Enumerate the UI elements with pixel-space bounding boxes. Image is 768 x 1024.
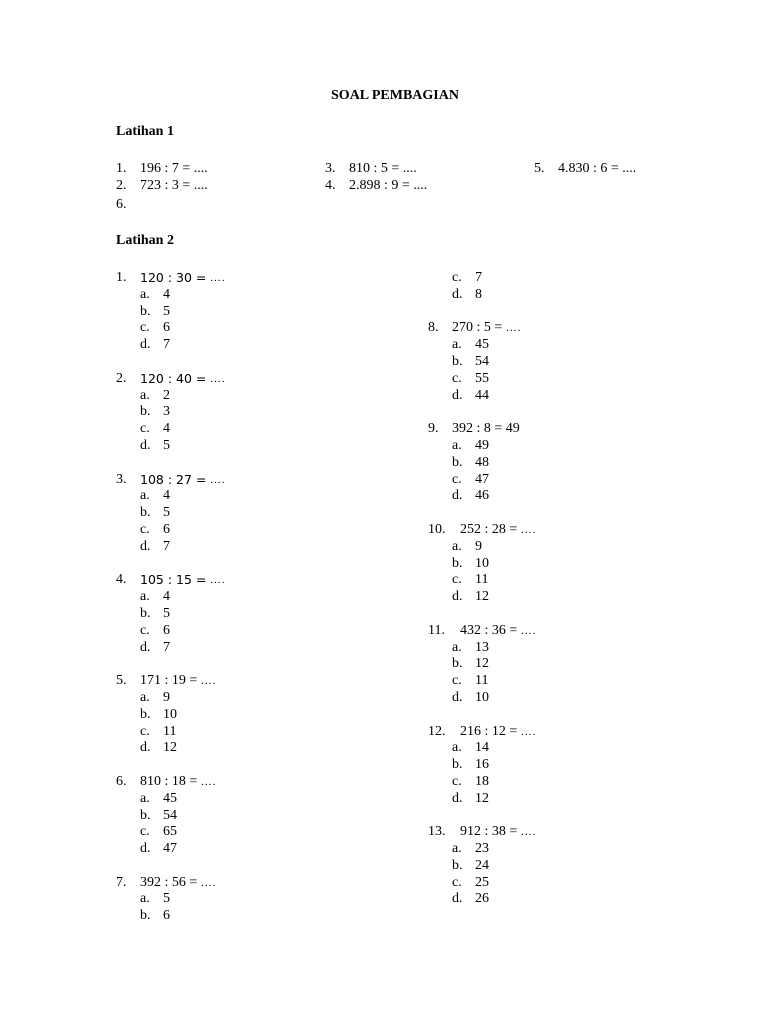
answer-blank: …. — [200, 675, 217, 688]
answer-option — [428, 774, 728, 791]
option-letter: d. — [140, 437, 151, 453]
question-line — [116, 875, 416, 892]
latihan-1-item — [325, 161, 417, 178]
option-value: 9 — [475, 538, 482, 554]
answer-option — [116, 388, 416, 405]
item-text: 2.898 : 9 = .... — [349, 178, 428, 193]
question-expression: 392 : 56 = — [140, 874, 198, 890]
option-letter: c. — [452, 370, 462, 386]
option-value: 5 — [163, 605, 170, 621]
option-value: 6 — [163, 320, 170, 336]
answer-option — [428, 673, 728, 690]
option-value: 6 — [163, 521, 170, 537]
option-letter: d. — [452, 891, 463, 907]
answer-option — [116, 505, 416, 522]
option-letter: a. — [452, 841, 462, 857]
question-item — [428, 824, 728, 908]
answer-option — [428, 270, 728, 287]
question-item — [116, 875, 416, 925]
answer-option — [116, 287, 416, 304]
question-line — [116, 572, 416, 589]
question-line — [116, 774, 416, 791]
question-item — [428, 320, 728, 404]
answer-blank: …. — [520, 624, 537, 637]
latihan-1-item — [534, 161, 636, 178]
option-value: 49 — [475, 437, 489, 453]
option-value: 12 — [475, 589, 489, 605]
answer-option — [116, 623, 416, 640]
option-letter: a. — [452, 538, 462, 554]
option-value: 24 — [475, 857, 489, 873]
option-value: 18 — [475, 773, 489, 789]
answer-blank: …. — [505, 322, 522, 335]
question-number: 5. — [116, 673, 127, 689]
answer-option — [116, 791, 416, 808]
option-value: 5 — [163, 437, 170, 453]
questions-right-column — [428, 270, 728, 908]
question-expression: 392 : 8 = 49 — [452, 421, 520, 437]
question-item — [116, 371, 416, 455]
option-value: 44 — [475, 387, 489, 403]
option-value: 11 — [475, 673, 489, 689]
question-number: 12. — [428, 723, 446, 739]
option-value: 5 — [163, 891, 170, 907]
option-letter: a. — [140, 488, 150, 504]
answer-option — [116, 304, 416, 321]
question-item — [116, 472, 416, 556]
answer-blank: …. — [209, 473, 226, 486]
answer-blank: …. — [209, 272, 226, 284]
question-expression: 108 : 27 = — [140, 471, 207, 487]
option-letter: d. — [452, 488, 463, 504]
option-letter: d. — [140, 841, 151, 857]
option-value: 11 — [475, 572, 489, 588]
question-item — [116, 270, 416, 354]
answer-option — [116, 522, 416, 539]
answer-option — [428, 539, 728, 556]
question-line — [428, 623, 728, 640]
question-line — [116, 270, 416, 287]
option-letter: c. — [452, 572, 462, 588]
option-letter: b. — [452, 555, 463, 571]
questions-left-column — [116, 270, 416, 925]
question-item — [116, 673, 416, 757]
item-number: 1. — [116, 161, 127, 176]
latihan-2-heading: Latihan 2 — [116, 233, 174, 248]
item-text: 196 : 7 = .... — [140, 161, 208, 176]
item-number: 4. — [325, 178, 336, 193]
option-value: 65 — [163, 824, 177, 840]
option-value: 12 — [475, 656, 489, 672]
answer-option — [428, 875, 728, 892]
answer-blank: …. — [209, 574, 226, 587]
answer-option — [428, 337, 728, 354]
answer-blank: …. — [200, 876, 217, 889]
option-value: 45 — [475, 337, 489, 353]
answer-option — [428, 287, 728, 304]
answer-option — [428, 791, 728, 808]
question-number: 7. — [116, 874, 127, 890]
answer-option — [116, 421, 416, 438]
option-letter: a. — [140, 689, 150, 705]
option-value: 5 — [163, 505, 170, 521]
option-letter: a. — [140, 589, 150, 605]
answer-option — [428, 656, 728, 673]
option-value: 47 — [163, 841, 177, 857]
option-letter: d. — [140, 538, 151, 554]
option-value: 25 — [475, 874, 489, 890]
answer-option — [428, 488, 728, 505]
option-value: 5 — [163, 303, 170, 319]
question-7-continued — [428, 270, 728, 304]
option-value: 11 — [163, 723, 177, 739]
option-letter: d. — [452, 689, 463, 705]
option-value: 10 — [163, 706, 177, 722]
option-letter: d. — [140, 337, 151, 353]
answer-blank: …. — [200, 775, 217, 788]
answer-option — [428, 841, 728, 858]
answer-blank: …. — [520, 523, 537, 536]
option-letter: b. — [140, 505, 151, 521]
question-number: 4. — [116, 572, 127, 588]
option-value: 12 — [163, 740, 177, 756]
question-expression: 252 : 28 = — [460, 521, 518, 537]
option-value: 7 — [163, 639, 170, 655]
option-value: 4 — [163, 589, 170, 605]
option-value: 6 — [163, 622, 170, 638]
option-value: 13 — [475, 639, 489, 655]
answer-option — [428, 891, 728, 908]
option-letter: b. — [140, 908, 151, 924]
option-letter: c. — [452, 773, 462, 789]
question-expression: 912 : 38 = — [460, 824, 518, 840]
answer-option — [428, 472, 728, 489]
option-letter: b. — [140, 706, 151, 722]
option-value: 45 — [163, 790, 177, 806]
option-value: 4 — [163, 488, 170, 504]
option-letter: d. — [140, 740, 151, 756]
option-letter: b. — [140, 605, 151, 621]
question-expression: 105 : 15 = — [140, 572, 207, 588]
answer-option — [116, 690, 416, 707]
option-letter: b. — [140, 807, 151, 823]
latihan-1-item — [116, 178, 208, 195]
answer-option — [116, 539, 416, 556]
option-value: 54 — [475, 353, 489, 369]
answer-option — [116, 724, 416, 741]
option-letter: b. — [140, 404, 151, 420]
item-text: 723 : 3 = .... — [140, 178, 208, 193]
option-value: 14 — [475, 740, 489, 756]
answer-option — [116, 606, 416, 623]
question-item — [428, 724, 728, 808]
question-item — [116, 774, 416, 858]
option-value: 8 — [475, 286, 482, 302]
answer-option — [116, 337, 416, 354]
question-line — [116, 371, 416, 388]
answer-option — [116, 404, 416, 421]
answer-option — [116, 808, 416, 825]
question-item — [116, 572, 416, 656]
question-number: 6. — [116, 773, 127, 789]
item-text: 810 : 5 = .... — [349, 161, 417, 176]
question-line — [116, 673, 416, 690]
option-letter: d. — [452, 790, 463, 806]
option-letter: c. — [140, 421, 150, 437]
answer-option — [116, 488, 416, 505]
question-expression: 120 : 30 = — [140, 270, 207, 285]
option-letter: a. — [452, 639, 462, 655]
answer-option — [428, 740, 728, 757]
answer-option — [116, 640, 416, 657]
answer-option — [428, 640, 728, 657]
option-value: 4 — [163, 421, 170, 437]
option-letter: b. — [452, 454, 463, 470]
option-value: 48 — [475, 454, 489, 470]
option-value: 46 — [475, 488, 489, 504]
latihan-1-item — [116, 197, 140, 214]
question-line — [428, 724, 728, 741]
option-letter: d. — [452, 387, 463, 403]
option-letter: a. — [140, 891, 150, 907]
option-letter: b. — [452, 656, 463, 672]
question-line — [428, 320, 728, 337]
option-value: 2 — [163, 387, 170, 403]
option-letter: c. — [140, 622, 150, 638]
question-number: 10. — [428, 521, 446, 537]
option-value: 10 — [475, 689, 489, 705]
question-expression: 810 : 18 = — [140, 773, 198, 789]
answer-option — [428, 388, 728, 405]
answer-option — [116, 438, 416, 455]
answer-option — [116, 824, 416, 841]
answer-option — [428, 572, 728, 589]
question-expression: 120 : 40 = — [140, 370, 207, 386]
item-text: 4.830 : 6 = .... — [558, 161, 637, 176]
answer-blank: …. — [520, 725, 537, 738]
option-letter: c. — [140, 320, 150, 336]
option-letter: c. — [140, 824, 150, 840]
answer-option — [428, 589, 728, 606]
answer-option — [116, 740, 416, 757]
answer-option — [428, 858, 728, 875]
question-number: 11. — [428, 622, 445, 638]
option-value: 12 — [475, 790, 489, 806]
option-letter: a. — [140, 387, 150, 403]
question-line — [428, 421, 728, 438]
question-number: 13. — [428, 824, 446, 840]
answer-option — [116, 891, 416, 908]
latihan-1-item — [325, 178, 427, 195]
question-number: 2. — [116, 370, 127, 386]
answer-option — [428, 757, 728, 774]
question-line — [428, 824, 728, 841]
document-title: SOAL PEMBAGIAN — [331, 88, 459, 103]
option-value: 55 — [475, 370, 489, 386]
option-value: 16 — [475, 757, 489, 773]
answer-option — [428, 455, 728, 472]
option-letter: a. — [140, 286, 150, 302]
question-line — [116, 472, 416, 489]
option-letter: d. — [452, 589, 463, 605]
option-letter: c. — [452, 471, 462, 487]
question-expression: 270 : 5 = — [452, 320, 503, 336]
option-letter: a. — [452, 337, 462, 353]
answer-option — [116, 589, 416, 606]
question-expression: 171 : 19 = — [140, 673, 198, 689]
option-value: 9 — [163, 689, 170, 705]
answer-blank: …. — [520, 826, 537, 839]
option-value: 26 — [475, 891, 489, 907]
latihan-1-item — [116, 161, 208, 178]
question-item — [428, 623, 728, 707]
item-number: 2. — [116, 178, 127, 193]
option-value: 3 — [163, 404, 170, 420]
option-value: 7 — [475, 270, 482, 285]
question-number: 3. — [116, 471, 127, 487]
option-value: 23 — [475, 841, 489, 857]
option-value: 10 — [475, 555, 489, 571]
option-value: 6 — [163, 908, 170, 924]
item-number: 3. — [325, 161, 336, 176]
option-value: 4 — [163, 286, 170, 302]
item-number: 6. — [116, 197, 127, 212]
answer-option — [428, 556, 728, 573]
answer-option — [116, 320, 416, 337]
option-value: 7 — [163, 538, 170, 554]
question-expression: 432 : 36 = — [460, 622, 518, 638]
answer-blank: …. — [209, 372, 226, 385]
option-letter: b. — [452, 857, 463, 873]
answer-option — [116, 707, 416, 724]
question-expression: 216 : 12 = — [460, 723, 518, 739]
answer-option — [116, 841, 416, 858]
answer-option — [428, 354, 728, 371]
option-letter: a. — [452, 437, 462, 453]
question-line — [428, 522, 728, 539]
answer-option — [428, 438, 728, 455]
answer-option — [428, 371, 728, 388]
option-letter: b. — [452, 757, 463, 773]
option-letter: c. — [140, 723, 150, 739]
question-item — [428, 522, 728, 606]
item-number: 5. — [534, 161, 545, 176]
option-letter: b. — [140, 303, 151, 319]
answer-option — [428, 690, 728, 707]
question-item — [428, 421, 728, 505]
option-value: 54 — [163, 807, 177, 823]
option-letter: c. — [452, 270, 462, 285]
question-number: 9. — [428, 421, 439, 437]
option-value: 7 — [163, 337, 170, 353]
option-letter: b. — [452, 353, 463, 369]
answer-option — [116, 908, 416, 925]
option-letter: d. — [452, 286, 463, 302]
latihan-1-heading: Latihan 1 — [116, 124, 174, 139]
question-number: 8. — [428, 320, 439, 336]
option-letter: c. — [452, 874, 462, 890]
option-letter: d. — [140, 639, 151, 655]
option-letter: c. — [452, 673, 462, 689]
question-number: 1. — [116, 270, 127, 285]
option-letter: a. — [140, 790, 150, 806]
option-letter: a. — [452, 740, 462, 756]
option-letter: c. — [140, 521, 150, 537]
option-value: 47 — [475, 471, 489, 487]
